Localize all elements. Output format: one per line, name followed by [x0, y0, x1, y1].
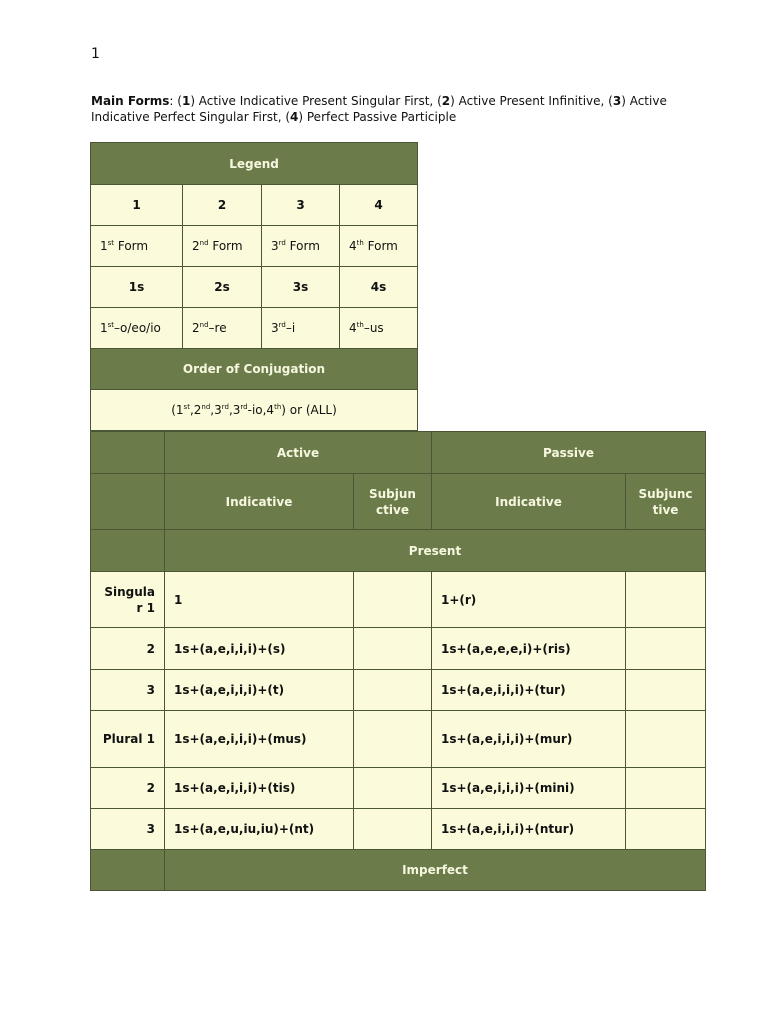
- legend-ending: [183, 308, 262, 349]
- ending-number: 1: [100, 321, 108, 335]
- intro-text: ) Active Indicative Perfect Singular First, (: [91, 94, 667, 124]
- legend-stem: 1s: [91, 267, 183, 308]
- ending-text: –i: [285, 321, 296, 335]
- intro-number: 2: [441, 94, 451, 108]
- active-subjunctive-cell: [354, 572, 432, 628]
- active-indicative-cell: 1s+(a,e,i,i,i)+(tis): [165, 768, 354, 809]
- legend-number: 1: [91, 185, 183, 226]
- order-text: (1: [171, 403, 184, 417]
- form-text: Form: [285, 239, 320, 253]
- order-text: -io,4: [247, 403, 275, 417]
- ending-text: –o/eo/io: [114, 321, 161, 335]
- order-of-conjugation-value: [91, 390, 418, 431]
- legend-form: [91, 226, 183, 267]
- row-label: 2: [91, 768, 165, 809]
- legend-number: 3: [262, 185, 340, 226]
- active-indicative-header: Indicative: [165, 474, 354, 530]
- passive-indicative-cell: 1s+(a,e,i,i,i)+(mini): [432, 768, 626, 809]
- form-number: 3: [271, 239, 279, 253]
- order-ordinal: nd: [201, 403, 211, 411]
- present-tense-header: Present: [165, 530, 706, 572]
- ending-ordinal: th: [356, 321, 364, 329]
- ending-number: 4: [349, 321, 357, 335]
- corner-cell: [91, 850, 165, 891]
- passive-subjunctive-cell: [626, 670, 706, 711]
- legend-ending: [262, 308, 340, 349]
- legend-title: Legend: [91, 143, 418, 185]
- form-number: 4: [349, 239, 357, 253]
- row-label: Singula r 1: [91, 572, 165, 628]
- ending-text: –re: [208, 321, 227, 335]
- order-ordinal: rd: [221, 403, 229, 411]
- main-forms-intro: [91, 93, 691, 125]
- order-text: ,3: [210, 403, 222, 417]
- row-label: 3: [91, 670, 165, 711]
- legend-number: 2: [183, 185, 262, 226]
- active-subjunctive-cell: [354, 628, 432, 670]
- passive-indicative-cell: 1s+(a,e,e,e,i)+(ris): [432, 628, 626, 670]
- passive-subjunctive-cell: [626, 711, 706, 768]
- page-number: 1: [91, 46, 100, 62]
- legend-stem: 4s: [340, 267, 418, 308]
- form-text: Form: [208, 239, 243, 253]
- active-subjunctive-cell: [354, 711, 432, 768]
- order-ordinal: rd: [240, 403, 248, 411]
- ending-number: 2: [192, 321, 200, 335]
- row-label: 2: [91, 628, 165, 670]
- legend-stem: 3s: [262, 267, 340, 308]
- form-ordinal: th: [356, 239, 364, 247]
- row-label: Plural 1: [91, 711, 165, 768]
- intro-text: ) Active Present Infinitive, (: [450, 94, 613, 108]
- row-label: 3: [91, 809, 165, 850]
- passive-indicative-cell: 1+(r): [432, 572, 626, 628]
- intro-text: ) Perfect Passive Participle: [298, 110, 457, 124]
- form-ordinal: st: [107, 239, 115, 247]
- legend-ending: [340, 308, 418, 349]
- intro-text: : (: [169, 94, 182, 108]
- active-indicative-cell: 1s+(a,e,i,i,i)+(mus): [165, 711, 354, 768]
- corner-cell: [91, 432, 165, 474]
- passive-subjunctive-cell: [626, 572, 706, 628]
- legend-ending: [91, 308, 183, 349]
- legend-form: [183, 226, 262, 267]
- form-ordinal: rd: [278, 239, 286, 247]
- form-ordinal: nd: [199, 239, 209, 247]
- ending-number: 3: [271, 321, 279, 335]
- main-forms-label: Main Forms: [91, 94, 170, 108]
- intro-text: ) Active Indicative Present Singular First, (: [190, 94, 442, 108]
- ending-ordinal: rd: [278, 321, 286, 329]
- passive-subjunctive-cell: [626, 628, 706, 670]
- active-indicative-cell: 1s+(a,e,u,iu,iu)+(nt): [165, 809, 354, 850]
- form-number: 1: [100, 239, 108, 253]
- active-indicative-cell: 1: [165, 572, 354, 628]
- legend-number: 4: [340, 185, 418, 226]
- order-ordinal: th: [274, 403, 282, 411]
- order-text: ,3: [228, 403, 241, 417]
- intro-number: 3: [612, 94, 622, 108]
- active-subjunctive-header: Subjun ctive: [354, 474, 432, 530]
- intro-number: 4: [290, 110, 299, 124]
- passive-subjunctive-header: Subjunc tive: [626, 474, 706, 530]
- form-text: Form: [363, 239, 398, 253]
- passive-subjunctive-cell: [626, 768, 706, 809]
- active-indicative-cell: 1s+(a,e,i,i,i)+(s): [165, 628, 354, 670]
- active-subjunctive-cell: [354, 768, 432, 809]
- order-ordinal: st: [183, 403, 190, 411]
- passive-header: Passive: [432, 432, 706, 474]
- ending-ordinal: st: [107, 321, 115, 329]
- corner-cell: [91, 474, 165, 530]
- order-text: ,2: [189, 403, 202, 417]
- passive-indicative-cell: 1s+(a,e,i,i,i)+(tur): [432, 670, 626, 711]
- legend-form: [262, 226, 340, 267]
- imperfect-tense-header: Imperfect: [165, 850, 706, 891]
- intro-number: 1: [181, 94, 191, 108]
- active-subjunctive-cell: [354, 809, 432, 850]
- passive-indicative-cell: 1s+(a,e,i,i,i)+(ntur): [432, 809, 626, 850]
- legend-form: [340, 226, 418, 267]
- conjugation-table: [90, 431, 706, 891]
- form-text: Form: [114, 239, 149, 253]
- corner-cell: [91, 530, 165, 572]
- legend-table: [90, 142, 418, 431]
- passive-indicative-cell: 1s+(a,e,i,i,i)+(mur): [432, 711, 626, 768]
- legend-stem: 2s: [183, 267, 262, 308]
- form-number: 2: [192, 239, 200, 253]
- passive-indicative-header: Indicative: [432, 474, 626, 530]
- ending-text: –us: [363, 321, 384, 335]
- order-of-conjugation-title: Order of Conjugation: [91, 349, 418, 390]
- active-header: Active: [165, 432, 432, 474]
- order-text: ) or (ALL): [281, 403, 337, 417]
- passive-subjunctive-cell: [626, 809, 706, 850]
- active-indicative-cell: 1s+(a,e,i,i,i)+(t): [165, 670, 354, 711]
- active-subjunctive-cell: [354, 670, 432, 711]
- ending-ordinal: nd: [199, 321, 209, 329]
